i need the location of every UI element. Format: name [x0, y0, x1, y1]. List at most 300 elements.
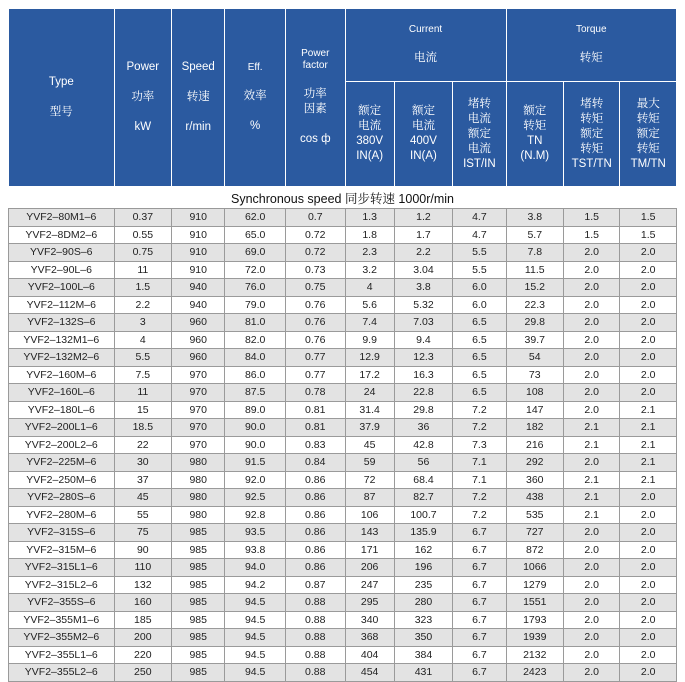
table-cell: YVF2–355L2–6: [9, 664, 115, 682]
table-cell: YVF2–200L2–6: [9, 436, 115, 454]
table-cell: 171: [345, 541, 394, 559]
table-cell: 0.75: [114, 244, 171, 262]
table-cell: 872: [506, 541, 563, 559]
table-cell: 1939: [506, 629, 563, 647]
table-cell: 94.0: [225, 559, 286, 577]
table-cell: 2.0: [564, 524, 620, 542]
table-cell: 438: [506, 489, 563, 507]
table-cell: YVF2–80M1–6: [9, 209, 115, 227]
table-cell: 1551: [506, 594, 563, 612]
table-cell: 431: [394, 664, 453, 682]
table-cell: 2.0: [620, 541, 677, 559]
table-cell: 250: [114, 664, 171, 682]
table-cell: 79.0: [225, 296, 286, 314]
table-cell: 11: [114, 384, 171, 402]
table-cell: YVF2–355S–6: [9, 594, 115, 612]
table-cell: 87: [345, 489, 394, 507]
table-cell: 94.5: [225, 646, 286, 664]
table-cell: YVF2–315M–6: [9, 541, 115, 559]
table-cell: 2.0: [564, 366, 620, 384]
table-cell: 22.3: [506, 296, 563, 314]
table-cell: 2.0: [620, 611, 677, 629]
table-cell: 985: [172, 629, 225, 647]
table-cell: 6.7: [453, 594, 506, 612]
table-cell: YVF2–160M–6: [9, 366, 115, 384]
table-cell: 0.81: [285, 401, 345, 419]
table-cell: 0.88: [285, 646, 345, 664]
table-cell: 2.2: [114, 296, 171, 314]
table-row: [9, 384, 677, 402]
table-cell: 0.72: [285, 244, 345, 262]
table-cell: 970: [172, 419, 225, 437]
table-body: [9, 209, 677, 682]
table-cell: 2.0: [564, 559, 620, 577]
col-header-power: Power 功率 kW: [114, 9, 171, 187]
table-cell: YVF2–160L–6: [9, 384, 115, 402]
table-cell: 7.2: [453, 401, 506, 419]
table-cell: 91.5: [225, 454, 286, 472]
table-cell: 910: [172, 244, 225, 262]
table-cell: 37: [114, 471, 171, 489]
table-cell: 2.0: [620, 646, 677, 664]
table-cell: 3.04: [394, 261, 453, 279]
table-cell: YVF2–280S–6: [9, 489, 115, 507]
table-cell: 0.84: [285, 454, 345, 472]
table-cell: 7.2: [453, 506, 506, 524]
table-cell: 69.0: [225, 244, 286, 262]
table-cell: 0.86: [285, 471, 345, 489]
table-cell: 18.5: [114, 419, 171, 437]
table-cell: 73: [506, 366, 563, 384]
table-cell: 1.5: [620, 226, 677, 244]
table-cell: 143: [345, 524, 394, 542]
table-cell: 985: [172, 646, 225, 664]
table-cell: 132: [114, 576, 171, 594]
table-cell: 75: [114, 524, 171, 542]
table-cell: 0.76: [285, 331, 345, 349]
table-cell: 3.8: [394, 279, 453, 297]
table-cell: 0.88: [285, 611, 345, 629]
table-cell: 323: [394, 611, 453, 629]
table-cell: 1.3: [345, 209, 394, 227]
table-cell: 280: [394, 594, 453, 612]
table-cell: 2.0: [564, 629, 620, 647]
table-cell: 6.5: [453, 331, 506, 349]
table-cell: 985: [172, 559, 225, 577]
table-cell: 94.5: [225, 629, 286, 647]
table-cell: 0.73: [285, 261, 345, 279]
table-cell: 0.83: [285, 436, 345, 454]
table-cell: 220: [114, 646, 171, 664]
table-cell: 7.3: [453, 436, 506, 454]
table-cell: 1793: [506, 611, 563, 629]
table-cell: 985: [172, 611, 225, 629]
table-cell: YVF2–132M2–6: [9, 349, 115, 367]
table-cell: 6.5: [453, 314, 506, 332]
table-cell: 2.1: [620, 471, 677, 489]
table-cell: 2.0: [620, 506, 677, 524]
motor-spec-table: [8, 8, 677, 682]
table-row: [9, 559, 677, 577]
table-cell: 2.0: [564, 541, 620, 559]
table-cell: 1.5: [620, 209, 677, 227]
table-cell: 22.8: [394, 384, 453, 402]
table-row: [9, 646, 677, 664]
table-cell: 0.87: [285, 576, 345, 594]
table-cell: 5.5: [453, 244, 506, 262]
table-cell: 980: [172, 506, 225, 524]
table-cell: 7.4: [345, 314, 394, 332]
table-cell: 0.72: [285, 226, 345, 244]
table-cell: 92.0: [225, 471, 286, 489]
table-cell: 6.5: [453, 384, 506, 402]
table-cell: 940: [172, 279, 225, 297]
table-cell: YVF2–180L–6: [9, 401, 115, 419]
table-cell: 12.9: [345, 349, 394, 367]
table-row: [9, 576, 677, 594]
table-cell: 108: [506, 384, 563, 402]
table-cell: YVF2–112M–6: [9, 296, 115, 314]
table-cell: 1.8: [345, 226, 394, 244]
table-row: [9, 471, 677, 489]
table-cell: 0.88: [285, 629, 345, 647]
table-cell: 2.0: [620, 559, 677, 577]
table-cell: 6.7: [453, 664, 506, 682]
table-cell: 2.1: [564, 436, 620, 454]
table-cell: 2.0: [620, 349, 677, 367]
table-cell: 12.3: [394, 349, 453, 367]
table-cell: 960: [172, 331, 225, 349]
table-cell: 2.0: [564, 244, 620, 262]
table-row: [9, 629, 677, 647]
table-cell: 2.0: [564, 664, 620, 682]
table-cell: 82.0: [225, 331, 286, 349]
table-cell: 0.55: [114, 226, 171, 244]
table-cell: 404: [345, 646, 394, 664]
table-cell: 4: [345, 279, 394, 297]
col-header-current-400v: 额定 电流 400V IN(A): [394, 82, 453, 187]
table-cell: 2.0: [620, 576, 677, 594]
table-cell: 0.78: [285, 384, 345, 402]
table-row: [9, 226, 677, 244]
table-cell: 6.0: [453, 279, 506, 297]
table-cell: 4.7: [453, 226, 506, 244]
table-cell: 5.5: [114, 349, 171, 367]
table-cell: YVF2–280M–6: [9, 506, 115, 524]
table-cell: 2.1: [620, 401, 677, 419]
table-cell: 29.8: [506, 314, 563, 332]
table-cell: 94.5: [225, 664, 286, 682]
table-cell: 24: [345, 384, 394, 402]
table-cell: 6.7: [453, 576, 506, 594]
table-cell: 7.8: [506, 244, 563, 262]
table-cell: 106: [345, 506, 394, 524]
table-row: [9, 419, 677, 437]
table-cell: 2.0: [564, 454, 620, 472]
table-cell: 0.77: [285, 366, 345, 384]
table-cell: 2.1: [564, 489, 620, 507]
table-cell: 90.0: [225, 436, 286, 454]
table-cell: 29.8: [394, 401, 453, 419]
table-cell: 340: [345, 611, 394, 629]
table-cell: 454: [345, 664, 394, 682]
table-cell: 2.0: [620, 244, 677, 262]
table-cell: 6.7: [453, 559, 506, 577]
table-cell: 384: [394, 646, 453, 664]
table-cell: 6.7: [453, 541, 506, 559]
table-cell: 970: [172, 436, 225, 454]
table-cell: 5.6: [345, 296, 394, 314]
table-cell: 2.0: [620, 664, 677, 682]
table-cell: 2.1: [564, 419, 620, 437]
table-cell: 9.9: [345, 331, 394, 349]
col-header-max-torque-ratio: 最大 转矩 额定 转矩 TM/TN: [620, 82, 677, 187]
table-cell: 2.0: [620, 384, 677, 402]
table-cell: 15.2: [506, 279, 563, 297]
table-cell: 910: [172, 226, 225, 244]
table-cell: 15: [114, 401, 171, 419]
table-cell: 62.0: [225, 209, 286, 227]
table-cell: 6.7: [453, 629, 506, 647]
table-cell: 6.0: [453, 296, 506, 314]
table-cell: 5.5: [453, 261, 506, 279]
table-cell: 910: [172, 261, 225, 279]
table-cell: 910: [172, 209, 225, 227]
table-cell: 368: [345, 629, 394, 647]
col-header-speed: Speed 转速 r/min: [172, 9, 225, 187]
table-cell: 2.0: [564, 331, 620, 349]
table-cell: 7.1: [453, 471, 506, 489]
table-cell: 11.5: [506, 261, 563, 279]
group-header-current: Current 电流: [345, 9, 506, 82]
table-cell: 350: [394, 629, 453, 647]
table-cell: YVF2–315S–6: [9, 524, 115, 542]
table-cell: 1.7: [394, 226, 453, 244]
table-cell: 7.2: [453, 419, 506, 437]
table-cell: 6.5: [453, 349, 506, 367]
table-row: [9, 401, 677, 419]
table-cell: 980: [172, 489, 225, 507]
table-cell: 185: [114, 611, 171, 629]
table-cell: YVF2–315L2–6: [9, 576, 115, 594]
table-cell: 247: [345, 576, 394, 594]
table-cell: 7.5: [114, 366, 171, 384]
table-cell: 2.0: [620, 331, 677, 349]
table-cell: 6.7: [453, 646, 506, 664]
table-cell: 1.2: [394, 209, 453, 227]
table-cell: 2.0: [564, 576, 620, 594]
table-cell: 16.3: [394, 366, 453, 384]
table-row: [9, 436, 677, 454]
table-cell: 2.1: [620, 436, 677, 454]
table-cell: 960: [172, 314, 225, 332]
table-row: [9, 261, 677, 279]
col-header-rated-torque: 额定 转矩 TN (N.M): [506, 82, 563, 187]
table-cell: 31.4: [345, 401, 394, 419]
table-cell: 65.0: [225, 226, 286, 244]
table-row: [9, 296, 677, 314]
table-cell: 0.75: [285, 279, 345, 297]
table-row: [9, 366, 677, 384]
table-cell: 980: [172, 471, 225, 489]
table-cell: 72.0: [225, 261, 286, 279]
table-cell: 42.8: [394, 436, 453, 454]
table-cell: 0.37: [114, 209, 171, 227]
table-cell: 985: [172, 524, 225, 542]
table-cell: 235: [394, 576, 453, 594]
table-cell: YVF2–315L1–6: [9, 559, 115, 577]
table-cell: 72: [345, 471, 394, 489]
table-cell: 100.7: [394, 506, 453, 524]
table-cell: 2.3: [345, 244, 394, 262]
table-cell: 2.0: [620, 279, 677, 297]
table-row: [9, 594, 677, 612]
table-cell: 0.77: [285, 349, 345, 367]
table-cell: 295: [345, 594, 394, 612]
table-cell: 135.9: [394, 524, 453, 542]
table-cell: 196: [394, 559, 453, 577]
col-header-locked-current-ratio: 堵转 电流 额定 电流 IST/IN: [453, 82, 506, 187]
table-row: [9, 664, 677, 682]
table-cell: 970: [172, 384, 225, 402]
table-cell: 2132: [506, 646, 563, 664]
table-cell: 985: [172, 664, 225, 682]
table-cell: YVF2–225M–6: [9, 454, 115, 472]
table-cell: YVF2–355M1–6: [9, 611, 115, 629]
table-cell: 56: [394, 454, 453, 472]
col-header-locked-torque-ratio: 堵转 转矩 额定 转矩 TST/TN: [564, 82, 620, 187]
table-cell: YVF2–100L–6: [9, 279, 115, 297]
table-cell: YVF2–355M2–6: [9, 629, 115, 647]
table-cell: 55: [114, 506, 171, 524]
table-cell: 37.9: [345, 419, 394, 437]
table-cell: 200: [114, 629, 171, 647]
table-cell: 2.0: [620, 594, 677, 612]
table-cell: 3: [114, 314, 171, 332]
table-cell: 0.86: [285, 489, 345, 507]
table-cell: 727: [506, 524, 563, 542]
table-cell: 81.0: [225, 314, 286, 332]
table-cell: 985: [172, 576, 225, 594]
table-cell: 94.5: [225, 594, 286, 612]
table-cell: 0.88: [285, 664, 345, 682]
table-cell: 2.0: [564, 314, 620, 332]
table-cell: 9.4: [394, 331, 453, 349]
table-cell: 39.7: [506, 331, 563, 349]
col-header-power-factor: Power factor 功率 因素 cos ф: [285, 9, 345, 187]
table-cell: 2.0: [564, 261, 620, 279]
table-cell: 216: [506, 436, 563, 454]
col-header-efficiency: Eff. 效率 %: [225, 9, 286, 187]
table-cell: 2.0: [564, 401, 620, 419]
table-cell: 30: [114, 454, 171, 472]
table-cell: 1066: [506, 559, 563, 577]
table-cell: 86.0: [225, 366, 286, 384]
table-cell: 2.0: [564, 279, 620, 297]
table-cell: 3.8: [506, 209, 563, 227]
table-cell: 2.0: [620, 296, 677, 314]
table-cell: 2.0: [620, 489, 677, 507]
table-cell: 2.1: [564, 471, 620, 489]
table-cell: 2.1: [620, 454, 677, 472]
table-cell: 89.0: [225, 401, 286, 419]
table-cell: YVF2–250M–6: [9, 471, 115, 489]
table-cell: 1.5: [564, 226, 620, 244]
table-cell: 980: [172, 454, 225, 472]
table-cell: 45: [114, 489, 171, 507]
table-cell: 2.0: [564, 296, 620, 314]
table-cell: 7.2: [453, 489, 506, 507]
table-cell: 206: [345, 559, 394, 577]
table-cell: 160: [114, 594, 171, 612]
table-cell: 2.0: [620, 314, 677, 332]
table-cell: 36: [394, 419, 453, 437]
table-cell: 535: [506, 506, 563, 524]
table-cell: 2.1: [564, 506, 620, 524]
table-row: [9, 349, 677, 367]
table-cell: 6.7: [453, 611, 506, 629]
table-cell: 17.2: [345, 366, 394, 384]
table-cell: 2.0: [564, 646, 620, 664]
table-cell: 11: [114, 261, 171, 279]
table-cell: 22: [114, 436, 171, 454]
table-cell: 2.0: [564, 349, 620, 367]
table-cell: YVF2–200L1–6: [9, 419, 115, 437]
table-cell: 182: [506, 419, 563, 437]
table-row: [9, 331, 677, 349]
table-cell: 45: [345, 436, 394, 454]
table-row: [9, 454, 677, 472]
table-cell: 960: [172, 349, 225, 367]
table-row: [9, 541, 677, 559]
table-row: [9, 506, 677, 524]
table-cell: 985: [172, 594, 225, 612]
table-cell: 93.8: [225, 541, 286, 559]
table-cell: 292: [506, 454, 563, 472]
table-cell: 0.88: [285, 594, 345, 612]
table-cell: 0.86: [285, 541, 345, 559]
table-cell: YVF2–90L–6: [9, 261, 115, 279]
table-cell: 2.1: [620, 419, 677, 437]
table-cell: 87.5: [225, 384, 286, 402]
table-cell: 94.5: [225, 611, 286, 629]
table-cell: 5.32: [394, 296, 453, 314]
table-cell: YVF2–132M1–6: [9, 331, 115, 349]
table-cell: 1.5: [564, 209, 620, 227]
table-cell: 6.7: [453, 524, 506, 542]
table-cell: 7.1: [453, 454, 506, 472]
table-cell: 0.76: [285, 314, 345, 332]
table-cell: YVF2–355L1–6: [9, 646, 115, 664]
table-cell: 2423: [506, 664, 563, 682]
section-title: Synchronous speed 同步转速 1000r/min: [9, 187, 677, 209]
table-cell: 54: [506, 349, 563, 367]
table-cell: 0.86: [285, 524, 345, 542]
table-cell: 940: [172, 296, 225, 314]
table-cell: 59: [345, 454, 394, 472]
table-cell: 94.2: [225, 576, 286, 594]
table-cell: 110: [114, 559, 171, 577]
table-cell: 90.0: [225, 419, 286, 437]
table-cell: 2.0: [564, 384, 620, 402]
table-cell: 2.0: [620, 629, 677, 647]
table-cell: 92.5: [225, 489, 286, 507]
table-cell: 6.5: [453, 366, 506, 384]
table-cell: 0.81: [285, 419, 345, 437]
table-cell: 93.5: [225, 524, 286, 542]
table-cell: 360: [506, 471, 563, 489]
table-cell: 82.7: [394, 489, 453, 507]
